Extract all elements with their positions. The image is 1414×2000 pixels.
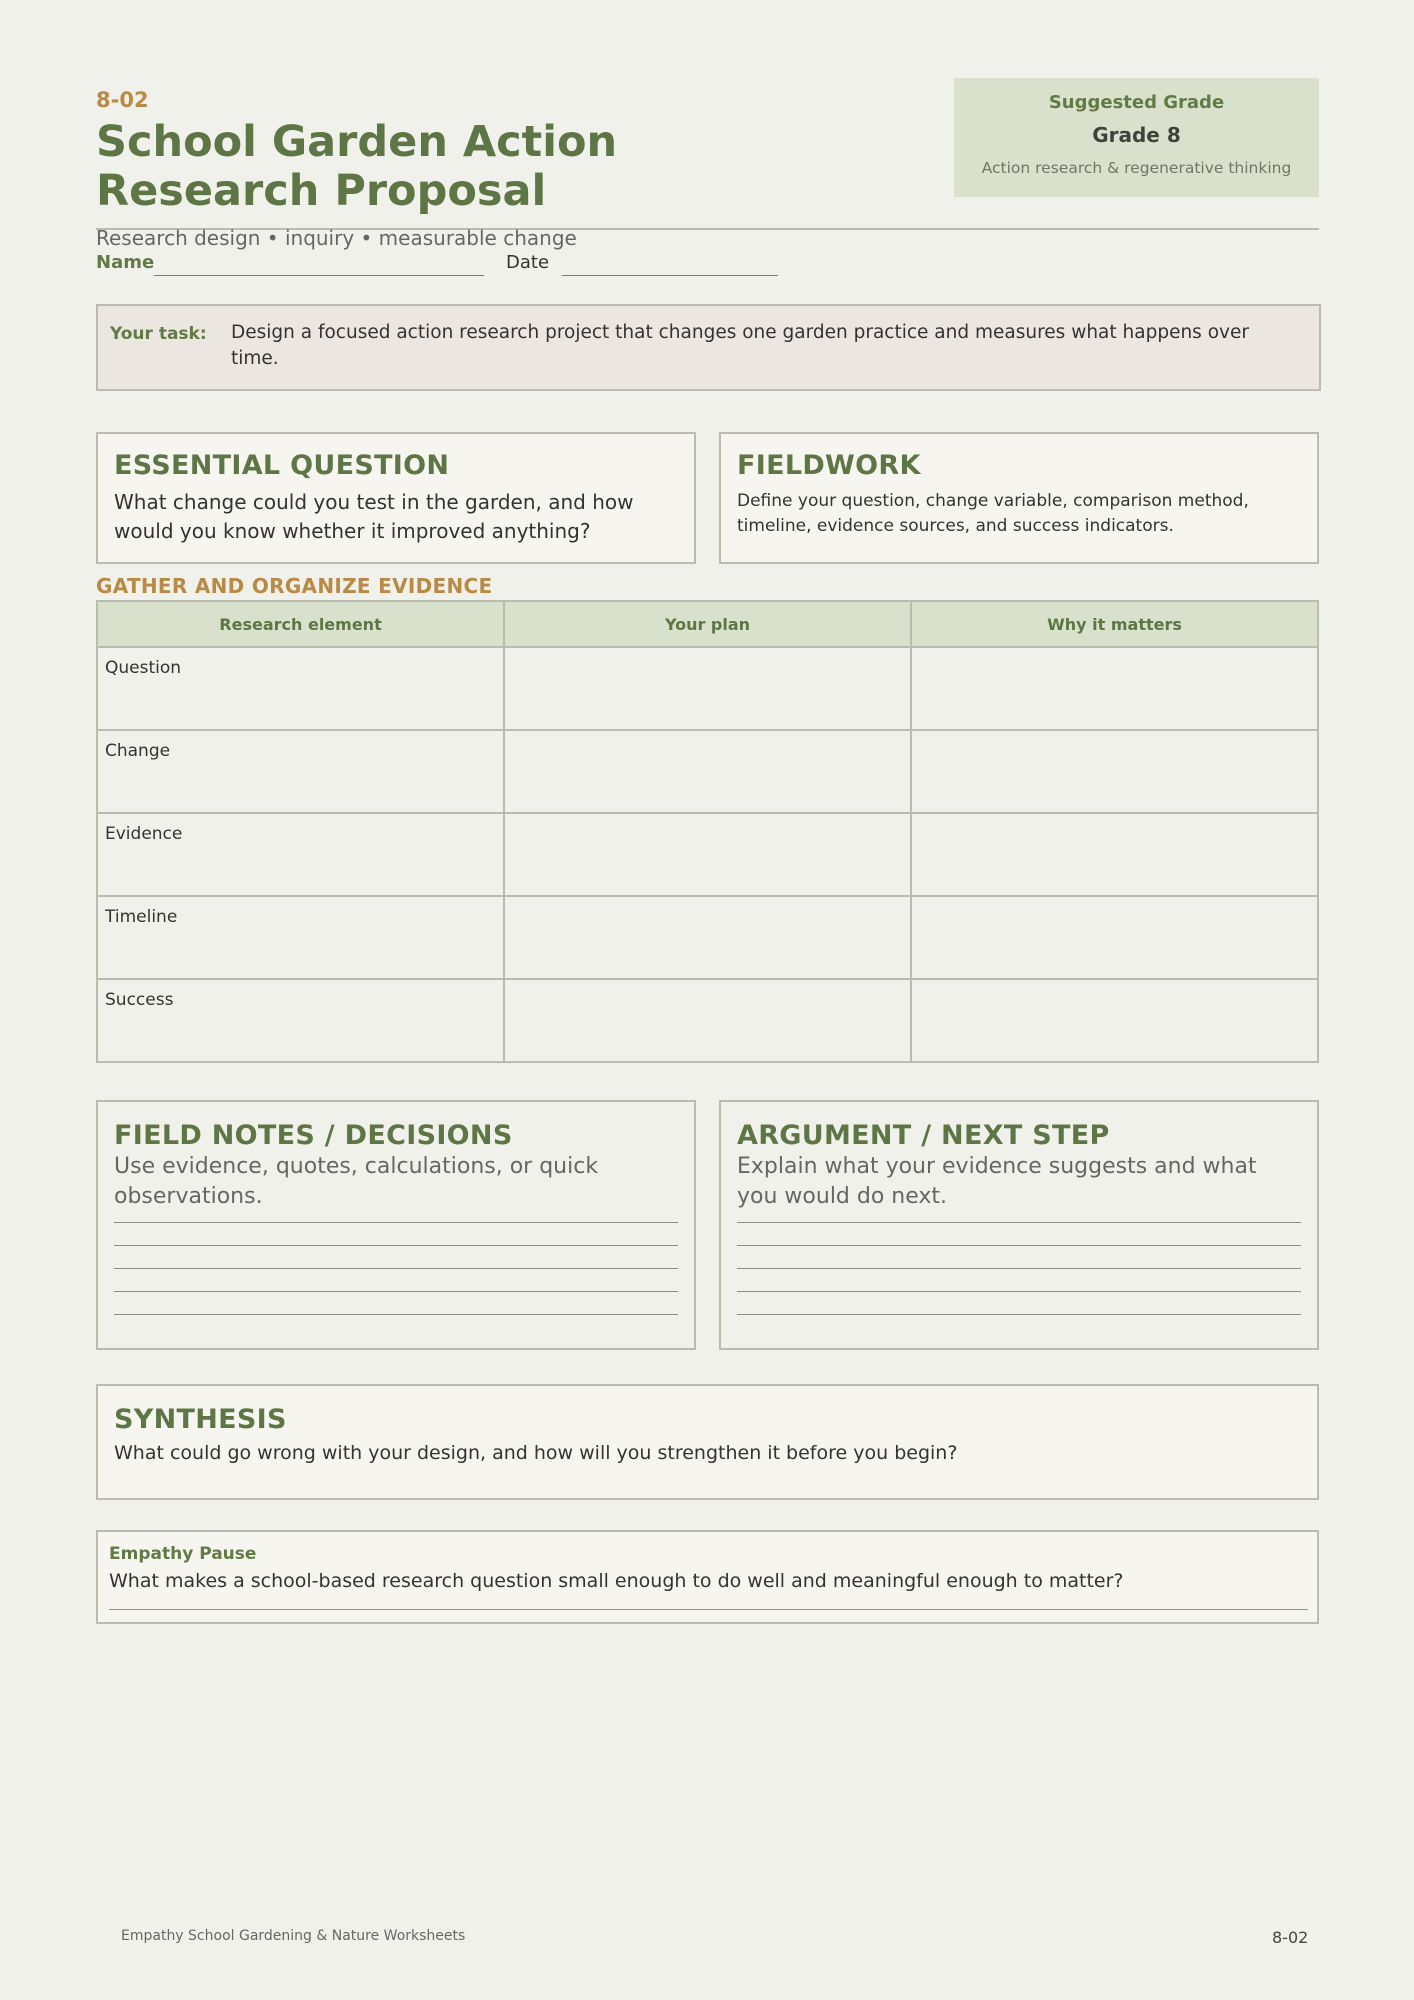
name-label: Name: [96, 252, 155, 273]
footer-source: Empathy School Gardening & Nature Worksheets: [121, 1928, 466, 1944]
writing-line[interactable]: [114, 1223, 678, 1246]
why-cell[interactable]: [911, 896, 1318, 979]
table-row: [97, 813, 1318, 896]
writing-line[interactable]: [114, 1292, 678, 1315]
plan-cell[interactable]: [504, 979, 911, 1062]
grade-label: Suggested Grade: [1048, 92, 1225, 113]
field-notes-card: [96, 1100, 696, 1350]
date-label: Date: [506, 252, 550, 273]
essential-question-text: What change could you test in the garden, and how would you know whether it improved anything?: [114, 490, 634, 543]
row-label: Timeline: [97, 896, 504, 979]
grade-value: Grade 8: [1092, 123, 1181, 147]
plan-cell[interactable]: [504, 813, 911, 896]
fieldwork-heading: FIELDWORK: [737, 450, 921, 481]
synthesis-card: [96, 1384, 1319, 1500]
argument-prompt: Explain what your evidence suggests and what you would do next.: [737, 1154, 1257, 1209]
writing-line[interactable]: [737, 1292, 1301, 1315]
synthesis-heading: SYNTHESIS: [114, 1404, 287, 1435]
writing-line[interactable]: [109, 1609, 1308, 1610]
empathy-pause-label: Empathy Pause: [109, 1544, 257, 1564]
argument-heading: ARGUMENT / NEXT STEP: [737, 1120, 1110, 1151]
row-label: Change: [97, 730, 504, 813]
fieldwork-card: [719, 432, 1319, 564]
why-cell[interactable]: [911, 979, 1318, 1062]
fieldwork-text: Define your question, change variable, comparison method, timeline, evidence sources, and success indicators.: [737, 491, 1249, 536]
essential-question-card: [96, 432, 696, 564]
grade-note: Action research & regenerative thinking: [981, 159, 1292, 177]
row-label: Success: [97, 979, 504, 1062]
writing-line[interactable]: [114, 1269, 678, 1292]
writing-line[interactable]: [737, 1246, 1301, 1269]
page-title: School Garden Action Research Proposal: [96, 117, 618, 216]
why-cell[interactable]: [911, 647, 1318, 730]
name-date-row: [96, 250, 796, 280]
why-cell[interactable]: [911, 813, 1318, 896]
table-row: [97, 979, 1318, 1062]
task-label: Your task:: [110, 324, 207, 344]
empathy-pause-text: What makes a school-based research question small enough to do well and meaningful enough to matter?: [109, 1570, 1124, 1592]
name-field[interactable]: [154, 275, 484, 276]
row-label: Question: [97, 647, 504, 730]
synthesis-text: What could go wrong with your design, and how will you strengthen it before you begin?: [114, 1442, 958, 1464]
column-header: Research element: [97, 601, 504, 647]
field-notes-prompt: Use evidence, quotes, calculations, or quick observations.: [114, 1154, 599, 1209]
grade-box: [954, 78, 1319, 197]
essential-question-heading: ESSENTIAL QUESTION: [114, 450, 450, 481]
page-subtitle: Research design • inquiry • measurable change: [96, 226, 577, 250]
evidence-table: [96, 600, 1319, 1063]
table-row: [97, 730, 1318, 813]
why-cell[interactable]: [911, 730, 1318, 813]
table-row: [97, 896, 1318, 979]
column-header: Your plan: [504, 601, 911, 647]
task-box: [96, 304, 1321, 391]
field-notes-heading: FIELD NOTES / DECISIONS: [114, 1120, 513, 1151]
writing-line[interactable]: [737, 1269, 1301, 1292]
row-label: Evidence: [97, 813, 504, 896]
argument-writing-lines[interactable]: [737, 1220, 1301, 1315]
task-text: Design a focused action research project that changes one garden practice and measures what happens over time.: [231, 322, 1249, 369]
argument-card: [719, 1100, 1319, 1350]
footer-page-code: 8-02: [1272, 1928, 1309, 1947]
empathy-pause-card: [96, 1530, 1319, 1624]
table-header-row: [97, 601, 1318, 647]
plan-cell[interactable]: [504, 647, 911, 730]
writing-line[interactable]: [737, 1223, 1301, 1246]
plan-cell[interactable]: [504, 730, 911, 813]
worksheet-code: 8-02: [96, 88, 149, 112]
date-field[interactable]: [562, 275, 778, 276]
writing-line[interactable]: [114, 1246, 678, 1269]
plan-cell[interactable]: [504, 896, 911, 979]
table-row: [97, 647, 1318, 730]
column-header: Why it matters: [911, 601, 1318, 647]
field-notes-writing-lines[interactable]: [114, 1220, 678, 1315]
evidence-section-heading: GATHER AND ORGANIZE EVIDENCE: [96, 574, 493, 598]
